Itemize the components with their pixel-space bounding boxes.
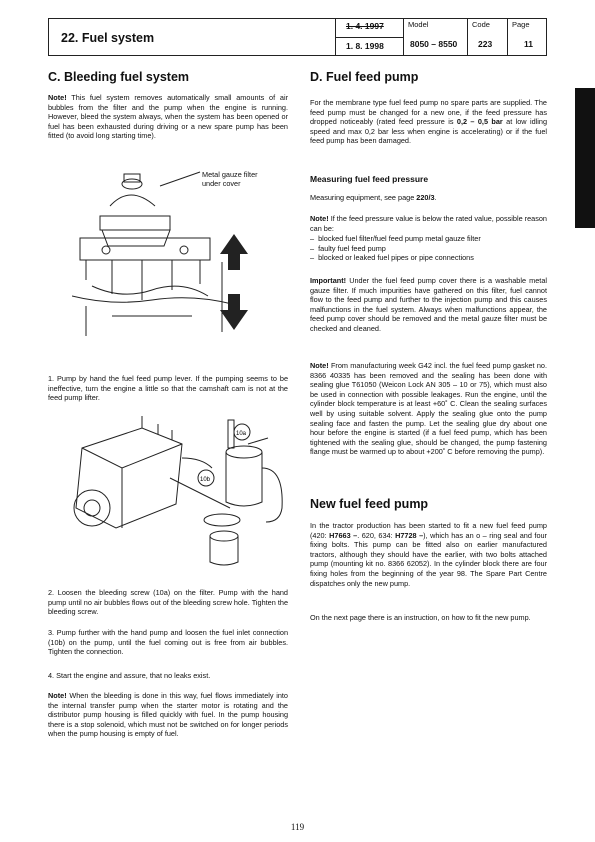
- model-label: Model: [408, 20, 429, 29]
- step-4: 4. Start the engine and assure, that no leaks exist.: [48, 671, 211, 680]
- page-number: 119: [290, 822, 305, 832]
- step-1: 1. Pump by hand the fuel feed pump lever. If the pumping seems to be ineffective, turn the engine a little so that the camshaft cam is not at the feed pump lifter.: [48, 374, 288, 403]
- intro-text-end: at low idling speed and max 0,2 bar less when engine is accelerating) or if the fuel feed pump has been damaged.: [310, 117, 547, 146]
- note-text: This fuel system removes automatically small amounts of air bubbles from the filter and the pump when the engine is running. However, bleed the system always, when the system has been opened or fuel has been exhausted during driving or a new spare pump has been fitted (to avoid long starting time).: [48, 93, 288, 141]
- note-lead: Note!: [48, 691, 67, 700]
- step-3: 3. Pump further with the hand pump and loosen the fuel inlet connection (10b) on the pump, until the fuel coming out is free from air bubbles. Tighten the connection.: [48, 628, 288, 657]
- measuring-text-end: .: [434, 193, 437, 202]
- figure-label-line2: under cover: [202, 179, 241, 188]
- model-cell: [403, 19, 467, 55]
- figure-label-line1: Metal gauze filter: [202, 170, 258, 179]
- date-divider: [336, 37, 403, 38]
- note-3: [310, 214, 547, 233]
- next-page-note: On the next page there is an instruction, on how to fit the new pump.: [310, 613, 531, 622]
- code-cell: [467, 19, 507, 55]
- measuring-text: [310, 193, 547, 203]
- page-ref: 220/3: [416, 193, 435, 202]
- bleeding-note: [48, 93, 288, 141]
- new-pump-text: [310, 521, 547, 588]
- date-new: 1. 8. 1998: [346, 41, 384, 51]
- step-2: 2. Loosen the bleeding screw (10a) on the filter. Pump with the hand pump until no air bubbles flows out of the bleeding screw hole. Tighten the bleeding screw.: [48, 588, 288, 617]
- feed-pump-title: D. Fuel feed pump: [310, 70, 419, 84]
- measuring-title: Measuring fuel feed pressure: [310, 174, 429, 184]
- page-value: 11: [524, 39, 533, 49]
- note-text: When the bleeding is done in this way, fuel flows immediately into the internal transfer pump when the starter motor is rotating and the distributor pump housing is filled quickly with fuel. In the pump housing there is a stop solenoid, which must not be switched on for longer periods when the pump housing is empty of fuel.: [48, 691, 288, 739]
- intro-text: For the membrane type fuel feed pump no spare parts are supplied. The feed pump must be changed for a new one, if the feed pressure has dropped noticeably (rated feed pressure is: [310, 98, 547, 127]
- code-value: 223: [478, 39, 493, 49]
- page-label: Page: [512, 20, 530, 29]
- feed-pump-intro: [310, 98, 547, 146]
- new-pump-text-start: In the tractor production has been started to fit a new fuel feed pump (420:: [310, 521, 547, 540]
- note-lead: Note!: [310, 214, 329, 223]
- important-text: Under the fuel feed pump cover there is a washable metal gauze filter. If much impurities have gathered on this filter, fuel cannot flow to the feed pump and further to the injection pump and this causes malfunctions in the fuel system. Always when malfunctions appear, the feed pump cover should be removed and the metal gauze filter must be checked and cleaned.: [310, 276, 547, 333]
- list-item: – blocked or leaked fuel pipes or pipe connections: [310, 253, 547, 263]
- list-item: – blocked fuel filter/fuel feed pump metal gauze filter: [310, 234, 547, 244]
- code-label: Code: [472, 20, 490, 29]
- section-title: 22. Fuel system: [61, 31, 155, 45]
- date-old: 1. 4. 1997: [346, 21, 384, 31]
- figure-label: [202, 170, 258, 188]
- callout-10b: 10b: [200, 477, 211, 483]
- page-header: [48, 18, 547, 56]
- note-2: [48, 691, 288, 739]
- note-4: [310, 361, 547, 457]
- measuring-text-start: Measuring equipment, see page: [310, 193, 417, 202]
- list-item: – faulty fuel feed pump: [310, 244, 547, 254]
- new-pump-text-end: ), which has an o – ring seal and four fixing bolts. This pump can be fitted also on earlier manufactured tractors, although they should have the earlier, with two bolts attached pump (mounting kit no. 8366 62052). In the cylinder block there are four fixing holes from the beginning of the year 98. The Spare Part Centre dispatches only the new pump.: [310, 530, 547, 588]
- serial-620: H7728 –: [395, 530, 424, 540]
- serial-420: H7663 –: [329, 530, 358, 540]
- bleeding-title: C. Bleeding fuel system: [48, 70, 190, 84]
- callout-10a: 10a: [236, 431, 247, 437]
- important-note: [310, 276, 547, 334]
- note-text: If the feed pressure value is below the rated value, possible reason can be:: [310, 214, 547, 233]
- date-cell: [335, 19, 403, 55]
- feed-pump-figure: [72, 166, 252, 346]
- note-lead: Note!: [48, 93, 67, 102]
- pressure-value: 0,2 – 0,5 bar: [456, 117, 503, 127]
- new-pump-text-mid: . 620, 634:: [357, 530, 396, 540]
- section-tab-marker: [575, 88, 595, 228]
- note-lead: Note!: [310, 361, 329, 370]
- reasons-list: [310, 234, 547, 263]
- note-text: From manufacturing week G42 incl. the fuel feed pump gasket no. 8366 40335 has been removed and the sealing has been done with sealing glue T61050 (Weicon Lock AN 305 – 10 or 75), which must also be used in connection with possible leakages. Run the engine, until the cylinder block temperature is at least +60˚ C. Clean the sealing surfaces well by using suitable solvent. Apply the sealing glue onto the pump sealing face and fasten the pump. Let the sealing glue dry about one hour before the engine is started (if a fuel feed pump, which has been tightened with the sealing glue, should be changed, the pump fastening flange must be warmed up to about +200˚ C before removing the pump).: [310, 361, 547, 457]
- injection-pump-figure: [62, 408, 292, 568]
- new-pump-title: New fuel feed pump: [310, 497, 429, 511]
- page-cell: [507, 19, 547, 55]
- important-lead: Important!: [310, 276, 347, 285]
- model-value: 8050 – 8550: [410, 39, 458, 49]
